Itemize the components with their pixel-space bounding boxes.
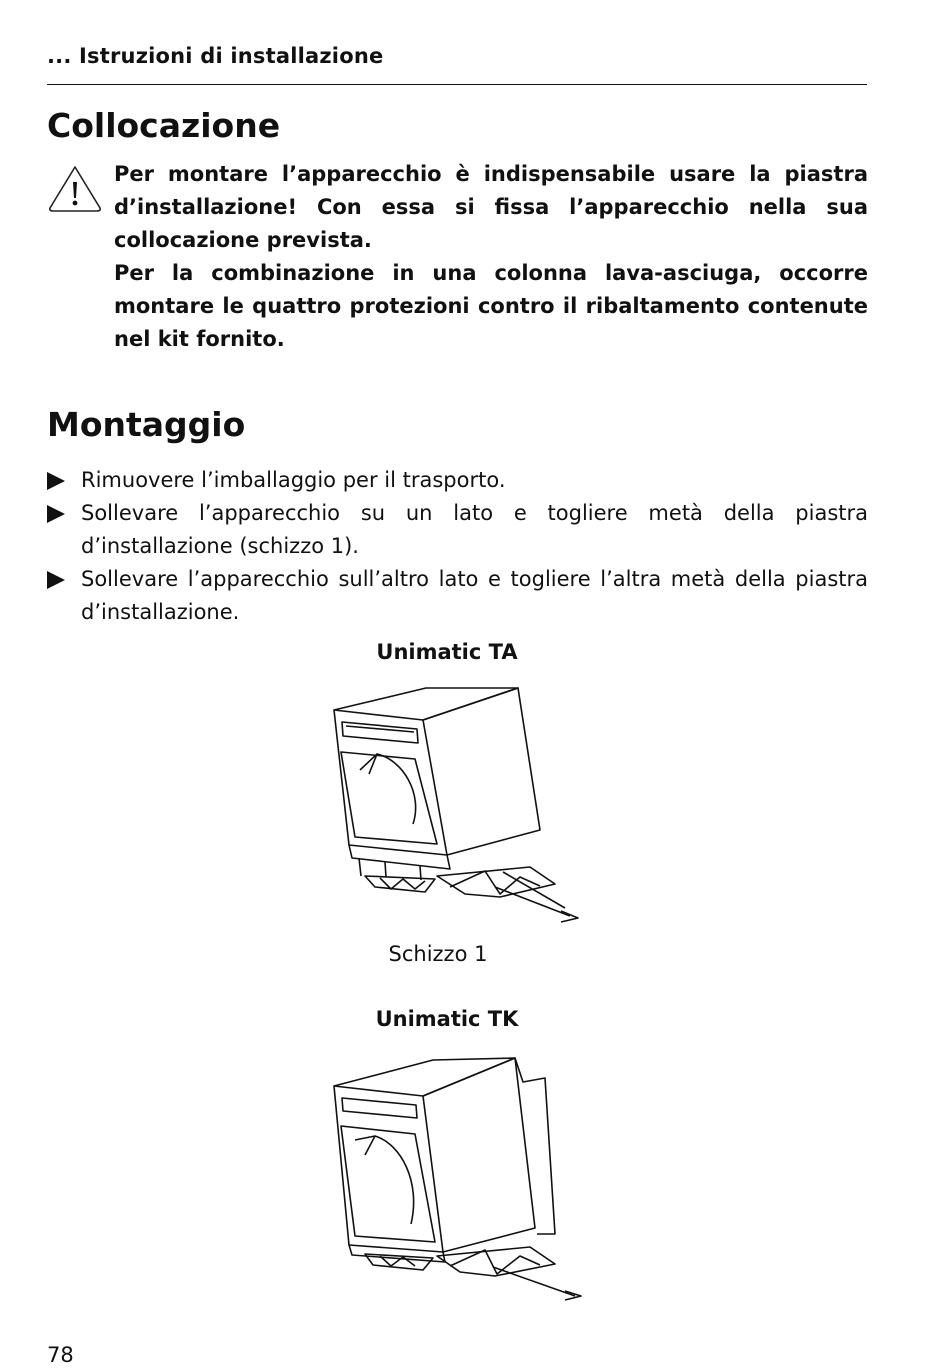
- unimatic-ta-illustration: [325, 682, 590, 930]
- list-item: Rimuovere l’imballaggio per il trasporto.: [47, 464, 868, 497]
- section-title-collocazione: Collocazione: [47, 106, 281, 145]
- figure-title-tk: Unimatic TK: [375, 1007, 519, 1031]
- warning-paragraph-1: Per montare l’apparecchio è indispensabile usare la piastra d’installazione! Con essa si fissa l’apparecchio nella sua collocazione prevista.: [114, 162, 868, 252]
- page-number: 78: [47, 1343, 74, 1367]
- bullet-triangle-icon: [47, 472, 65, 490]
- figure-caption: Schizzo 1: [388, 942, 488, 966]
- warning-icon: [46, 162, 104, 214]
- warning-text: [114, 158, 868, 356]
- running-header: ... Istruzioni di installazione: [47, 44, 384, 68]
- unimatic-tk-illustration: [325, 1052, 590, 1302]
- warning-paragraph-2: Per la combinazione in una colonna lava-asciuga, occorre montare le quattro protezioni contro il ribaltamento contenute nel kit fornito.: [114, 261, 868, 351]
- steps-list: [47, 464, 868, 629]
- section-title-montaggio: Montaggio: [47, 405, 246, 444]
- bullet-triangle-icon: [47, 571, 65, 589]
- figure-title-ta: Unimatic TA: [376, 640, 518, 664]
- list-item: Sollevare l’apparecchio su un lato e togliere metà della piastra d’installazione (schizzo 1).: [47, 497, 868, 563]
- bullet-triangle-icon: [47, 505, 65, 523]
- list-item: Sollevare l’apparecchio sull’altro lato e togliere l’altra metà della piastra d’installazione.: [47, 563, 868, 629]
- header-divider: [47, 84, 867, 85]
